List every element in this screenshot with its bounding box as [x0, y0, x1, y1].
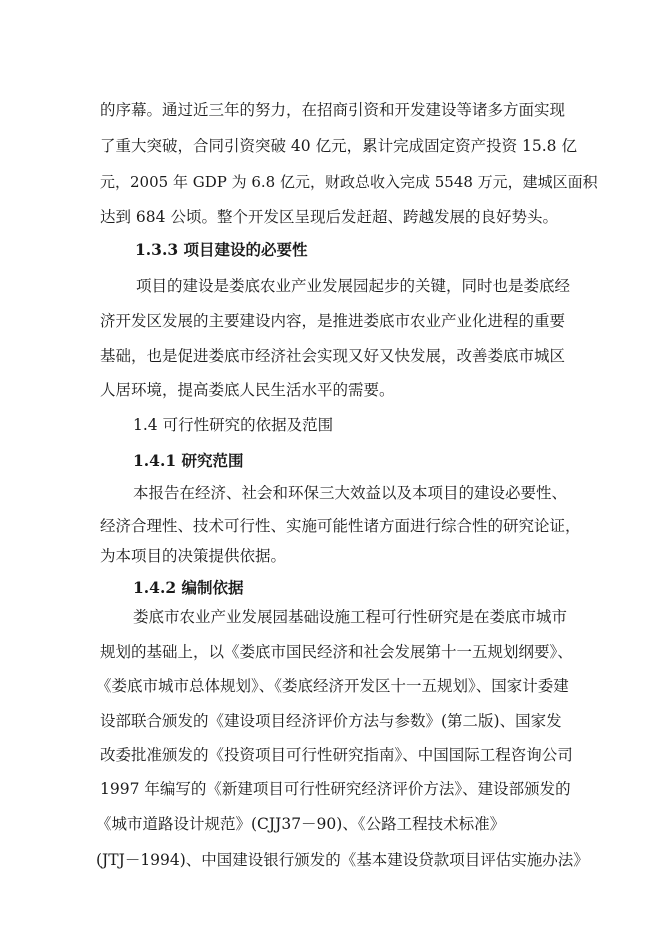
text-line: 设部联合颁发的《建设项目经济评价方法与参数》(第二版)、国家发 [100, 712, 562, 730]
text-line: 1997 年编写的《新建项目可行性研究经济评价方法》、建设部颁发的 [100, 780, 571, 798]
text-line: 《娄底市城市总体规划》、《娄底经济开发区十一五规划》、国家计委建 [96, 677, 569, 695]
text-line: 本报告在经济、社会和环保三大效益以及本项目的建设必要性、 [133, 484, 568, 502]
text-line: 项目的建设是娄底农业产业发展园起步的关键，同时也是娄底经 [136, 277, 571, 295]
text-line: 经济合理性、技术可行性、实施可能性诸方面进行综合性的研究论证， [100, 517, 581, 535]
text-line: 了重大突破，合同引资突破 40 亿元，累计完成固定资产投资 15.8 亿 [100, 137, 577, 155]
text-line: 娄底市农业产业发展园基础设施工程可行性研究是在娄底市城市 [133, 608, 568, 626]
text-line: 基础，也是促进娄底市经济社会实现又好又快发展，改善娄底市城区 [100, 347, 566, 365]
text-line: 规划的基础上，以《娄底市国民经济和社会发展第十一五规划纲要》、 [100, 643, 573, 661]
text-line: 为本项目的决策提供依据。 [100, 547, 287, 565]
text-line: (JTJ－1994)、中国建设银行颁发的《基本建设贷款项目评估实施办法》 [96, 851, 589, 869]
text-line: 的序幕。通过近三年的努力，在招商引资和开发建设等诸多方面实现 [100, 101, 566, 119]
section-heading-1-4-1: 1.4.1 研究范围 [133, 451, 244, 470]
text-line: 《城市道路设计规范》(CJJ37－90)、《公路工程技术标准》 [96, 815, 506, 833]
text-line: 达到 684 公顷。整个开发区呈现后发赶超、跨越发展的良好势头。 [100, 208, 558, 226]
text-line: 济开发区发展的主要建设内容，是推进娄底市农业产业化进程的重要 [100, 312, 566, 330]
section-heading-1-4: 1.4 可行性研究的依据及范围 [133, 416, 334, 434]
text-line: 元，2005 年 GDP 为 6.8 亿元，财政总收入完成 5548 万元，建城区面积 [100, 173, 598, 191]
section-heading-1-4-2: 1.4.2 编制依据 [133, 578, 244, 597]
text-line: 人居环境，提高娄底人民生活水平的需要。 [100, 381, 395, 399]
text-line: 改委批准颁发的《投资项目可行性研究指南》、中国国际工程咨询公司 [100, 746, 573, 764]
section-heading-1-3-3: 1.3.3 项目建设的必要性 [135, 240, 308, 259]
